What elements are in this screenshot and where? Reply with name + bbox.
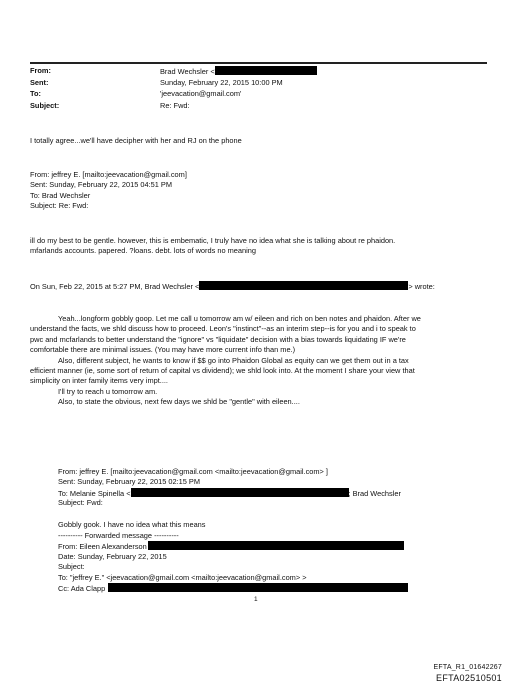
msg3-sent: Sent: Sunday, February 22, 2015 02:15 PM — [58, 477, 201, 487]
msg3-to-post: ; Brad Wechsler — [348, 488, 401, 498]
quote-line: Also, different subject, he wants to know if $$ go into Phaidon Global as equity can we get them out in a tax — [58, 355, 409, 365]
header-to-row — [30, 89, 487, 101]
sent-label: Sent: — [30, 77, 49, 87]
bates-number-primary: EFTA_R1_01642267 — [433, 664, 502, 671]
quote-line: efficient manner (ie, some sort of return of capital vs dividend); we shld look into. At the moment I share your view that — [30, 365, 415, 375]
header-sent-row — [30, 78, 487, 90]
message-2-body — [30, 236, 488, 257]
msg3-subject: Subject: Fwd: — [58, 498, 103, 508]
forwarded-subject: Subject: — [58, 562, 85, 572]
msg2-subject: Subject: Re: Fwd: — [30, 201, 89, 211]
forwarded-marker: ---------- Forwarded message ---------- — [58, 531, 179, 540]
quote-line: pwc and mcfarlands to better understand the "ignore" vs "liquidate" decision with a bias towards liquidating IF we're — [30, 334, 406, 344]
quote-line: comfortable there are minimal issues. (You may have more current info than me.) — [30, 345, 296, 355]
to-value: 'jeevacation@gmail.com' — [160, 89, 242, 98]
redaction-box — [131, 488, 349, 497]
redaction-box — [215, 66, 317, 75]
msg2-from: From: jeffrey E. [mailto:jeevacation@gmail.com] — [30, 170, 187, 179]
header-from-row — [30, 66, 487, 78]
redaction-box — [199, 281, 408, 290]
header-subject-row — [30, 101, 487, 113]
bates-number-secondary: EFTA02510501 — [436, 673, 502, 683]
quote-intro — [30, 281, 488, 291]
subject-value: Re: Fwd: — [160, 100, 190, 110]
quote-line: Yeah...longform gobbly goop. Let me call u tomorrow am w/ eileen and rich on ben notes and phaidon. After we — [58, 314, 421, 323]
page-number: 1 — [254, 596, 258, 603]
reply-body: I totally agree...we'll have decipher with her and RJ on the phone — [30, 136, 242, 145]
message-3-body — [58, 520, 488, 530]
sent-value: Sunday, February 22, 2015 10:00 PM — [160, 77, 283, 87]
msg3-body: Gobbly gook. I have no idea what this means — [58, 520, 206, 529]
message-3-header — [58, 467, 488, 509]
email-header — [30, 66, 487, 112]
forwarded-from: From: Eileen Alexanderson — [58, 542, 147, 552]
forwarded-cc: Cc: Ada Clapp — [58, 583, 106, 593]
msg3-to-pre: To: Melanie Spinella < — [58, 488, 131, 498]
quote-line: simplicity on inter family items very impt.... — [30, 376, 168, 386]
redaction-box — [108, 583, 408, 592]
message-2-header — [30, 170, 488, 212]
msg2-body-line: mfarlands accounts. papered. ?loans. debt. lots of words no meaning — [30, 246, 256, 256]
msg2-to: To: Brad Wechsler — [30, 190, 91, 200]
forwarded-message — [58, 531, 488, 593]
quote-line: Also, to state the obvious, next few days we shld be "gentle" with eileen.... — [58, 397, 300, 407]
from-label: From: — [30, 66, 51, 75]
quoted-message-body — [30, 314, 488, 408]
from-value: Brad Wechsler < — [160, 67, 215, 76]
forwarded-date: Date: Sunday, February 22, 2015 — [58, 551, 167, 561]
forwarded-to: To: "jeffrey E." <jeevacation@gmail.com <mailto:jeevacation@gmail.com> > — [58, 572, 307, 582]
redaction-box — [148, 541, 404, 550]
header-divider — [30, 62, 487, 64]
quote-intro-post: > wrote: — [408, 282, 435, 291]
subject-label: Subject: — [30, 100, 60, 110]
to-label: To: — [30, 89, 41, 98]
quote-line: understand the facts, we shld discuss how to proceed. Leon's "instinct"--as an interim step--is for you and i to speak to — [30, 324, 416, 334]
msg2-sent: Sent: Sunday, February 22, 2015 04:51 PM — [30, 180, 173, 190]
msg2-body-line: ill do my best to be gentle. however, this is embematic, I truly have no idea what she is talking about re phaidon. — [30, 236, 396, 245]
quote-line: I'll try to reach u tomorrow am. — [58, 386, 158, 396]
quote-intro-pre: On Sun, Feb 22, 2015 at 5:27 PM, Brad Wechsler < — [30, 282, 200, 291]
msg3-from: From: jeffrey E. [mailto:jeevacation@gmail.com <mailto:jeevacation@gmail.com> ] — [58, 467, 328, 476]
